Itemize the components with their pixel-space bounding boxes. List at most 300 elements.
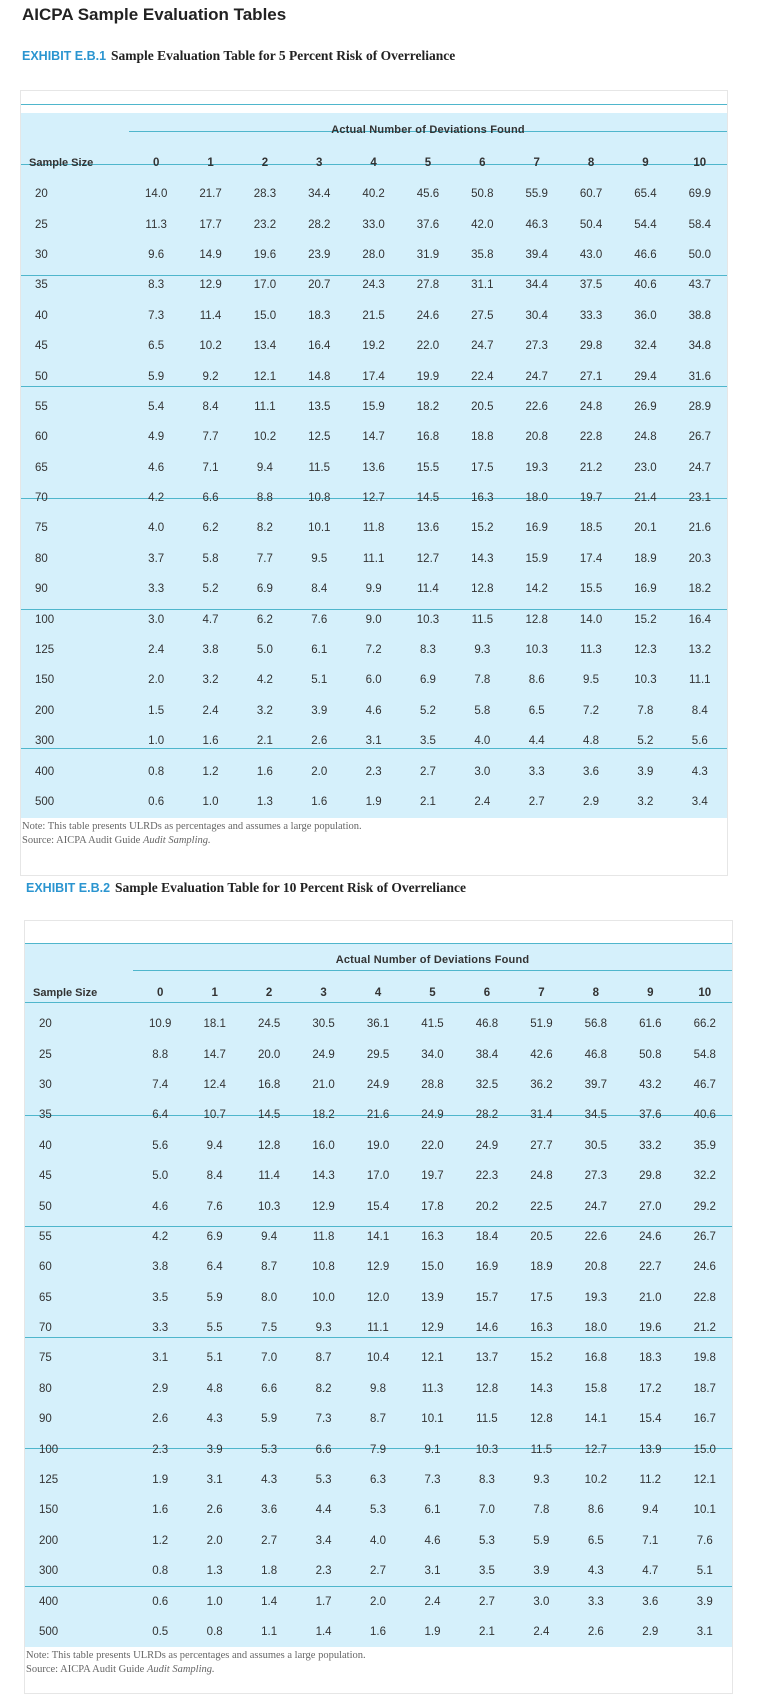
- ulrd-value-cell: 28.2: [475, 1109, 499, 1122]
- table-row: [25, 1404, 732, 1434]
- ulrd-value-cell: 34.5: [584, 1109, 608, 1122]
- sample-size-cell: 60: [35, 431, 48, 444]
- ulrd-value-cell: 18.2: [688, 583, 711, 596]
- ulrd-value-cell: 22.5: [530, 1200, 553, 1213]
- ulrd-value-cell: 6.1: [311, 644, 328, 657]
- ulrd-value-cell: 6.2: [256, 613, 273, 626]
- note-text: Note: This table presents ULRDs as percentages and assumes a large population.: [26, 1650, 366, 1661]
- deviation-count-header: 1: [211, 987, 218, 999]
- sample-size-cell: 60: [39, 1261, 52, 1274]
- ulrd-value-cell: 1.0: [148, 735, 165, 748]
- ulrd-value-cell: 51.9: [530, 1018, 553, 1031]
- ulrd-value-cell: 7.4: [152, 1078, 169, 1091]
- ulrd-value-cell: 13.4: [253, 340, 277, 353]
- sample-size-cell: 125: [35, 644, 55, 657]
- ulrd-value-cell: 15.9: [525, 552, 548, 565]
- ulrd-value-cell: 1.2: [202, 765, 219, 778]
- ulrd-value-cell: 2.4: [202, 704, 219, 717]
- ulrd-value-cell: 8.6: [587, 1504, 604, 1517]
- ulrd-value-cell: 33.3: [579, 309, 603, 322]
- ulrd-value-cell: 36.1: [366, 1018, 390, 1031]
- ulrd-value-cell: 2.7: [419, 765, 436, 778]
- exhibit-table-panel: [24, 920, 733, 1694]
- ulrd-value-cell: 3.4: [691, 796, 708, 808]
- ulrd-value-cell: 8.2: [256, 522, 273, 535]
- table-row: [25, 1283, 732, 1313]
- evaluation-table: [21, 113, 727, 817]
- ulrd-value-cell: 7.0: [261, 1352, 278, 1365]
- ulrd-value-cell: 28.3: [253, 188, 277, 201]
- exhibit-number: EXHIBIT E.B.1: [22, 49, 107, 63]
- ulrd-value-cell: 5.0: [152, 1170, 169, 1183]
- deviation-count-header: 1: [207, 157, 214, 169]
- ulrd-value-cell: 40.2: [362, 188, 385, 201]
- table-row: [21, 179, 727, 209]
- sample-size-cell: 40: [39, 1139, 52, 1152]
- ulrd-value-cell: 22.0: [421, 1139, 444, 1152]
- ulrd-value-cell: 40.6: [693, 1109, 716, 1122]
- ulrd-value-cell: 20.2: [475, 1200, 499, 1213]
- ulrd-value-cell: 4.2: [256, 674, 273, 687]
- ulrd-value-cell: 4.6: [148, 461, 165, 474]
- ulrd-value-cell: 24.7: [584, 1200, 608, 1213]
- deviation-count-header: 5: [424, 157, 432, 169]
- ulrd-value-cell: 3.8: [152, 1261, 169, 1274]
- ulrd-value-cell: 19.6: [639, 1322, 662, 1335]
- ulrd-value-cell: 3.9: [533, 1565, 550, 1578]
- ulrd-value-cell: 17.4: [579, 552, 603, 565]
- ulrd-value-cell: 17.0: [253, 279, 277, 292]
- ulrd-value-cell: 13.5: [308, 400, 331, 413]
- deviation-count-header: 8: [592, 987, 600, 999]
- ulrd-value-cell: 28.9: [688, 400, 711, 413]
- ulrd-value-cell: 1.3: [256, 796, 273, 808]
- deviation-count-header: 2: [261, 157, 269, 169]
- table-row: [21, 635, 727, 665]
- ulrd-value-cell: 9.5: [583, 674, 600, 687]
- ulrd-value-cell: 30.5: [312, 1018, 335, 1031]
- ulrd-value-cell: 18.3: [308, 309, 331, 322]
- ulrd-value-cell: 6.5: [148, 340, 165, 353]
- ulrd-value-cell: 11.1: [362, 552, 385, 565]
- ulrd-value-cell: 50.0: [688, 248, 711, 261]
- ulrd-value-cell: 11.8: [362, 522, 385, 535]
- ulrd-value-cell: 34.4: [525, 279, 548, 292]
- sample-size-cell: 400: [35, 765, 55, 778]
- sample-size-cell: 500: [39, 1626, 59, 1638]
- ulrd-value-cell: 15.2: [471, 522, 494, 535]
- ulrd-value-cell: 46.7: [693, 1078, 716, 1091]
- ulrd-value-cell: 24.7: [525, 370, 548, 383]
- ulrd-value-cell: 6.6: [202, 492, 219, 505]
- ulrd-value-cell: 15.5: [416, 461, 440, 474]
- ulrd-value-cell: 3.4: [315, 1534, 332, 1547]
- ulrd-value-cell: 6.6: [315, 1443, 332, 1456]
- ulrd-value-cell: 18.0: [584, 1322, 608, 1335]
- ulrd-value-cell: 50.4: [579, 218, 603, 231]
- sample-size-cell: 25: [39, 1048, 52, 1061]
- deviation-count-header: 8: [587, 157, 595, 169]
- source-prefix: Source: AICPA Audit Guide: [22, 835, 143, 846]
- ulrd-value-cell: 12.7: [416, 552, 440, 565]
- ulrd-value-cell: 1.9: [424, 1626, 441, 1638]
- ulrd-value-cell: 11.3: [421, 1382, 444, 1395]
- ulrd-value-cell: 27.7: [530, 1139, 553, 1152]
- ulrd-value-cell: 6.5: [528, 704, 545, 717]
- deviation-count-header: 10: [693, 157, 707, 169]
- ulrd-value-cell: 1.8: [261, 1565, 278, 1578]
- ulrd-value-cell: 43.7: [688, 279, 711, 292]
- exhibit-number: EXHIBIT E.B.2: [26, 881, 111, 895]
- sample-size-cell: 45: [39, 1170, 52, 1183]
- ulrd-value-cell: 2.7: [370, 1565, 387, 1578]
- ulrd-value-cell: 7.7: [256, 552, 273, 565]
- ulrd-value-cell: 14.3: [312, 1170, 335, 1183]
- ulrd-value-cell: 2.6: [206, 1504, 223, 1517]
- sample-size-cell: 30: [39, 1078, 52, 1091]
- ulrd-value-cell: 14.7: [362, 431, 385, 444]
- ulrd-value-cell: 28.8: [421, 1078, 444, 1091]
- deviation-count-header: 3: [316, 157, 323, 169]
- ulrd-value-cell: 4.0: [148, 522, 165, 535]
- ulrd-value-cell: 14.5: [416, 492, 440, 505]
- ulrd-value-cell: 1.9: [365, 796, 382, 808]
- ulrd-value-cell: 31.9: [416, 248, 440, 261]
- ulrd-value-cell: 27.1: [579, 370, 603, 383]
- sample-size-cell: 55: [39, 1230, 52, 1243]
- ulrd-value-cell: 1.6: [311, 796, 328, 808]
- ulrd-value-cell: 3.6: [261, 1504, 278, 1517]
- ulrd-value-cell: 4.4: [528, 735, 545, 748]
- sample-size-cell: 300: [39, 1565, 59, 1578]
- ulrd-value-cell: 3.9: [206, 1443, 223, 1456]
- ulrd-value-cell: 31.1: [471, 279, 494, 292]
- ulrd-value-cell: 46.8: [475, 1018, 499, 1031]
- ulrd-value-cell: 2.6: [587, 1626, 604, 1638]
- exhibit-title: Sample Evaluation Table for 10 Percent Risk of Overreliance: [115, 880, 467, 895]
- ulrd-value-cell: 19.3: [525, 461, 548, 474]
- ulrd-value-cell: 12.7: [362, 492, 385, 505]
- ulrd-value-cell: 4.6: [152, 1200, 169, 1213]
- ulrd-value-cell: 29.5: [366, 1048, 390, 1061]
- ulrd-value-cell: 65.4: [634, 188, 657, 201]
- ulrd-value-cell: 22.7: [639, 1261, 662, 1274]
- ulrd-value-cell: 8.4: [311, 583, 328, 596]
- sample-size-cell: 80: [35, 552, 48, 565]
- ulrd-value-cell: 56.8: [584, 1018, 608, 1031]
- ulrd-value-cell: 3.0: [148, 613, 165, 626]
- ulrd-value-cell: 54.8: [693, 1048, 716, 1061]
- ulrd-value-cell: 12.8: [471, 583, 494, 596]
- ulrd-value-cell: 10.9: [149, 1018, 172, 1031]
- ulrd-value-cell: 24.6: [416, 309, 440, 322]
- ulrd-value-cell: 9.4: [256, 461, 273, 474]
- ulrd-value-cell: 24.9: [312, 1048, 335, 1061]
- ulrd-value-cell: 15.2: [634, 613, 657, 626]
- table-row: [25, 1526, 732, 1556]
- ulrd-value-cell: 27.8: [416, 279, 440, 292]
- exhibit-title: Sample Evaluation Table for 5 Percent Risk of Overreliance: [111, 48, 456, 63]
- ulrd-value-cell: 18.5: [579, 522, 603, 535]
- table-row: [21, 392, 727, 422]
- ulrd-value-cell: 9.5: [311, 552, 328, 565]
- ulrd-value-cell: 10.0: [312, 1291, 335, 1304]
- ulrd-value-cell: 0.6: [148, 796, 165, 808]
- ulrd-value-cell: 18.0: [525, 492, 548, 505]
- ulrd-value-cell: 12.1: [421, 1352, 444, 1365]
- ulrd-value-cell: 3.5: [478, 1565, 495, 1578]
- ulrd-value-cell: 31.6: [688, 370, 711, 383]
- ulrd-value-cell: 2.4: [424, 1595, 441, 1608]
- sample-size-cell: 50: [35, 370, 48, 383]
- ulrd-value-cell: 4.3: [261, 1474, 278, 1487]
- ulrd-value-cell: 23.1: [688, 492, 711, 505]
- ulrd-value-cell: 5.4: [148, 400, 165, 413]
- table-row: [21, 787, 727, 817]
- ulrd-value-cell: 20.8: [525, 431, 548, 444]
- ulrd-value-cell: 7.2: [365, 644, 382, 657]
- ulrd-value-cell: 11.3: [145, 218, 167, 231]
- ulrd-value-cell: 35.8: [471, 248, 494, 261]
- deviation-count-header: 4: [370, 157, 377, 169]
- ulrd-value-cell: 24.9: [475, 1139, 499, 1152]
- group-header: Actual Number of Deviations Found: [335, 954, 530, 966]
- table-row: [21, 726, 727, 756]
- ulrd-value-cell: 12.8: [530, 1413, 553, 1426]
- ulrd-value-cell: 8.3: [478, 1474, 495, 1487]
- ulrd-value-cell: 19.6: [253, 248, 277, 261]
- ulrd-value-cell: 24.6: [693, 1261, 716, 1274]
- ulrd-value-cell: 2.9: [583, 796, 600, 808]
- ulrd-value-cell: 17.0: [366, 1170, 390, 1183]
- table-row: [21, 361, 727, 391]
- ulrd-value-cell: 29.4: [634, 370, 657, 383]
- ulrd-value-cell: 1.6: [152, 1504, 169, 1517]
- ulrd-value-cell: 14.0: [579, 613, 603, 626]
- ulrd-value-cell: 13.9: [421, 1291, 444, 1304]
- column-header-row: [21, 147, 727, 179]
- ulrd-value-cell: 12.1: [253, 370, 277, 383]
- ulrd-value-cell: 33.0: [362, 218, 385, 231]
- ulrd-value-cell: 3.2: [202, 674, 219, 687]
- ulrd-value-cell: 3.1: [152, 1352, 169, 1365]
- ulrd-value-cell: 10.1: [308, 522, 331, 535]
- ulrd-value-cell: 55.9: [525, 188, 548, 201]
- sample-size-cell: 75: [35, 522, 48, 535]
- note-text: Note: This table presents ULRDs as percentages and assumes a large population.: [22, 821, 362, 832]
- table-row: [25, 1131, 732, 1161]
- ulrd-value-cell: 9.8: [370, 1382, 387, 1395]
- ulrd-value-cell: 8.3: [148, 279, 165, 292]
- ulrd-value-cell: 1.0: [206, 1595, 223, 1608]
- ulrd-value-cell: 17.8: [421, 1200, 444, 1213]
- ulrd-value-cell: 11.5: [530, 1443, 553, 1456]
- ulrd-value-cell: 7.8: [637, 704, 654, 717]
- ulrd-value-cell: 9.4: [642, 1504, 659, 1517]
- ulrd-value-cell: 1.6: [370, 1626, 387, 1638]
- ulrd-value-cell: 28.0: [362, 248, 385, 261]
- ulrd-value-cell: 2.6: [152, 1413, 169, 1426]
- ulrd-value-cell: 14.3: [471, 552, 494, 565]
- ulrd-value-cell: 10.3: [416, 613, 440, 626]
- sample-size-cell: 70: [35, 492, 48, 505]
- ulrd-value-cell: 9.3: [533, 1474, 550, 1487]
- ulrd-value-cell: 18.9: [530, 1261, 553, 1274]
- ulrd-value-cell: 8.3: [419, 644, 436, 657]
- ulrd-value-cell: 8.7: [315, 1352, 332, 1365]
- ulrd-value-cell: 5.1: [206, 1352, 223, 1365]
- group-header-row: [25, 943, 732, 977]
- ulrd-value-cell: 5.3: [370, 1504, 387, 1517]
- ulrd-value-cell: 43.2: [639, 1078, 662, 1091]
- ulrd-value-cell: 15.5: [579, 583, 603, 596]
- table-row: [21, 301, 727, 331]
- group-header-row: [21, 113, 727, 147]
- sample-size-cell: 20: [35, 188, 48, 201]
- ulrd-value-cell: 10.7: [203, 1109, 226, 1122]
- ulrd-value-cell: 23.0: [634, 461, 657, 474]
- ulrd-value-cell: 20.3: [688, 552, 711, 565]
- ulrd-value-cell: 22.6: [584, 1230, 608, 1243]
- ulrd-value-cell: 1.3: [206, 1565, 223, 1578]
- table-row: [21, 696, 727, 726]
- ulrd-value-cell: 14.1: [584, 1413, 608, 1426]
- sample-size-cell: 200: [39, 1534, 59, 1547]
- ulrd-value-cell: 8.8: [152, 1048, 169, 1061]
- ulrd-value-cell: 5.9: [533, 1534, 550, 1547]
- ulrd-value-cell: 36.2: [530, 1078, 553, 1091]
- ulrd-value-cell: 14.5: [257, 1109, 281, 1122]
- ulrd-value-cell: 12.9: [199, 279, 222, 292]
- ulrd-value-cell: 8.7: [370, 1413, 387, 1426]
- table-note: [26, 1649, 366, 1677]
- ulrd-value-cell: 15.8: [584, 1382, 608, 1395]
- ulrd-value-cell: 17.2: [639, 1382, 662, 1395]
- ulrd-value-cell: 14.0: [144, 188, 168, 201]
- ulrd-value-cell: 26.7: [693, 1230, 716, 1243]
- ulrd-value-cell: 22.6: [525, 400, 548, 413]
- ulrd-value-cell: 21.0: [639, 1291, 662, 1304]
- ulrd-value-cell: 4.9: [148, 431, 165, 444]
- ulrd-value-cell: 32.5: [475, 1078, 499, 1091]
- ulrd-value-cell: 2.3: [152, 1443, 169, 1456]
- ulrd-value-cell: 12.9: [366, 1261, 390, 1274]
- ulrd-value-cell: 7.8: [474, 674, 491, 687]
- evaluation-table: [25, 943, 732, 1647]
- ulrd-value-cell: 24.8: [579, 400, 603, 413]
- ulrd-value-cell: 7.2: [583, 704, 600, 717]
- sample-size-cell: 25: [35, 218, 48, 231]
- ulrd-value-cell: 15.9: [362, 400, 385, 413]
- ulrd-value-cell: 7.1: [642, 1534, 659, 1547]
- ulrd-value-cell: 13.2: [688, 644, 711, 657]
- ulrd-value-cell: 12.8: [475, 1382, 499, 1395]
- ulrd-value-cell: 10.1: [693, 1504, 716, 1517]
- ulrd-value-cell: 18.2: [416, 400, 440, 413]
- ulrd-value-cell: 24.5: [257, 1018, 281, 1031]
- ulrd-value-cell: 12.5: [308, 431, 331, 444]
- ulrd-value-cell: 15.2: [530, 1352, 553, 1365]
- ulrd-value-cell: 16.9: [634, 583, 657, 596]
- ulrd-value-cell: 12.1: [693, 1474, 716, 1487]
- ulrd-value-cell: 5.8: [474, 704, 491, 717]
- deviation-count-header: 9: [642, 157, 649, 169]
- ulrd-value-cell: 27.3: [525, 340, 548, 353]
- ulrd-value-cell: 60.7: [579, 188, 603, 201]
- table-row: [25, 1465, 732, 1495]
- ulrd-value-cell: 3.9: [696, 1595, 713, 1608]
- deviation-count-header: 6: [483, 987, 491, 999]
- ulrd-value-cell: 4.8: [206, 1382, 223, 1395]
- ulrd-value-cell: 4.2: [152, 1230, 169, 1243]
- ulrd-value-cell: 5.6: [691, 735, 708, 748]
- ulrd-value-cell: 4.3: [206, 1413, 223, 1426]
- ulrd-value-cell: 3.8: [202, 644, 219, 657]
- header-spacer: [25, 943, 133, 977]
- ulrd-value-cell: 24.9: [366, 1078, 390, 1091]
- ulrd-value-cell: 34.4: [308, 188, 331, 201]
- ulrd-value-cell: 12.9: [312, 1200, 335, 1213]
- ulrd-value-cell: 5.1: [696, 1565, 713, 1578]
- ulrd-value-cell: 23.2: [253, 218, 277, 231]
- ulrd-value-cell: 50.8: [639, 1048, 662, 1061]
- ulrd-value-cell: 13.9: [639, 1443, 662, 1456]
- ulrd-value-cell: 20.5: [471, 400, 494, 413]
- ulrd-value-cell: 19.2: [362, 340, 385, 353]
- ulrd-value-cell: 0.5: [152, 1626, 169, 1638]
- table-row: [25, 1617, 732, 1647]
- ulrd-value-cell: 5.6: [152, 1139, 169, 1152]
- ulrd-value-cell: 2.7: [528, 796, 545, 808]
- ulrd-value-cell: 3.3: [587, 1595, 604, 1608]
- ulrd-value-cell: 4.8: [583, 735, 600, 748]
- sample-size-cell: 300: [35, 735, 55, 748]
- ulrd-value-cell: 16.0: [312, 1139, 335, 1152]
- ulrd-value-cell: 2.7: [261, 1534, 278, 1547]
- column-header-row: [25, 977, 732, 1009]
- ulrd-value-cell: 43.0: [579, 248, 603, 261]
- ulrd-value-cell: 21.2: [693, 1322, 716, 1335]
- ulrd-value-cell: 12.4: [203, 1078, 226, 1091]
- ulrd-value-cell: 11.1: [254, 400, 276, 413]
- ulrd-value-cell: 11.4: [417, 583, 439, 596]
- deviation-count-header: 9: [647, 987, 654, 999]
- ulrd-value-cell: 42.0: [471, 218, 494, 231]
- ulrd-value-cell: 21.5: [362, 309, 385, 322]
- table-row: [21, 756, 727, 786]
- ulrd-value-cell: 27.0: [639, 1200, 662, 1213]
- table-row: [21, 422, 727, 452]
- ulrd-value-cell: 39.4: [525, 248, 548, 261]
- ulrd-value-cell: 10.8: [308, 492, 331, 505]
- table-row: [25, 1009, 732, 1039]
- ulrd-value-cell: 7.6: [696, 1534, 713, 1547]
- sample-size-cell: 90: [35, 583, 48, 596]
- exhibit-caption: [26, 880, 466, 896]
- ulrd-value-cell: 7.6: [311, 613, 328, 626]
- sample-size-cell: 40: [35, 309, 48, 322]
- sample-size-cell: 75: [39, 1352, 52, 1365]
- ulrd-value-cell: 1.4: [261, 1595, 278, 1608]
- exhibit-table-panel: [20, 90, 728, 876]
- sample-size-cell: 200: [35, 704, 55, 717]
- ulrd-value-cell: 16.9: [525, 522, 548, 535]
- ulrd-value-cell: 8.6: [528, 674, 545, 687]
- table-row: [25, 1495, 732, 1525]
- ulrd-value-cell: 38.4: [475, 1048, 499, 1061]
- sample-size-cell: 30: [35, 248, 48, 261]
- ulrd-value-cell: 7.1: [202, 461, 219, 474]
